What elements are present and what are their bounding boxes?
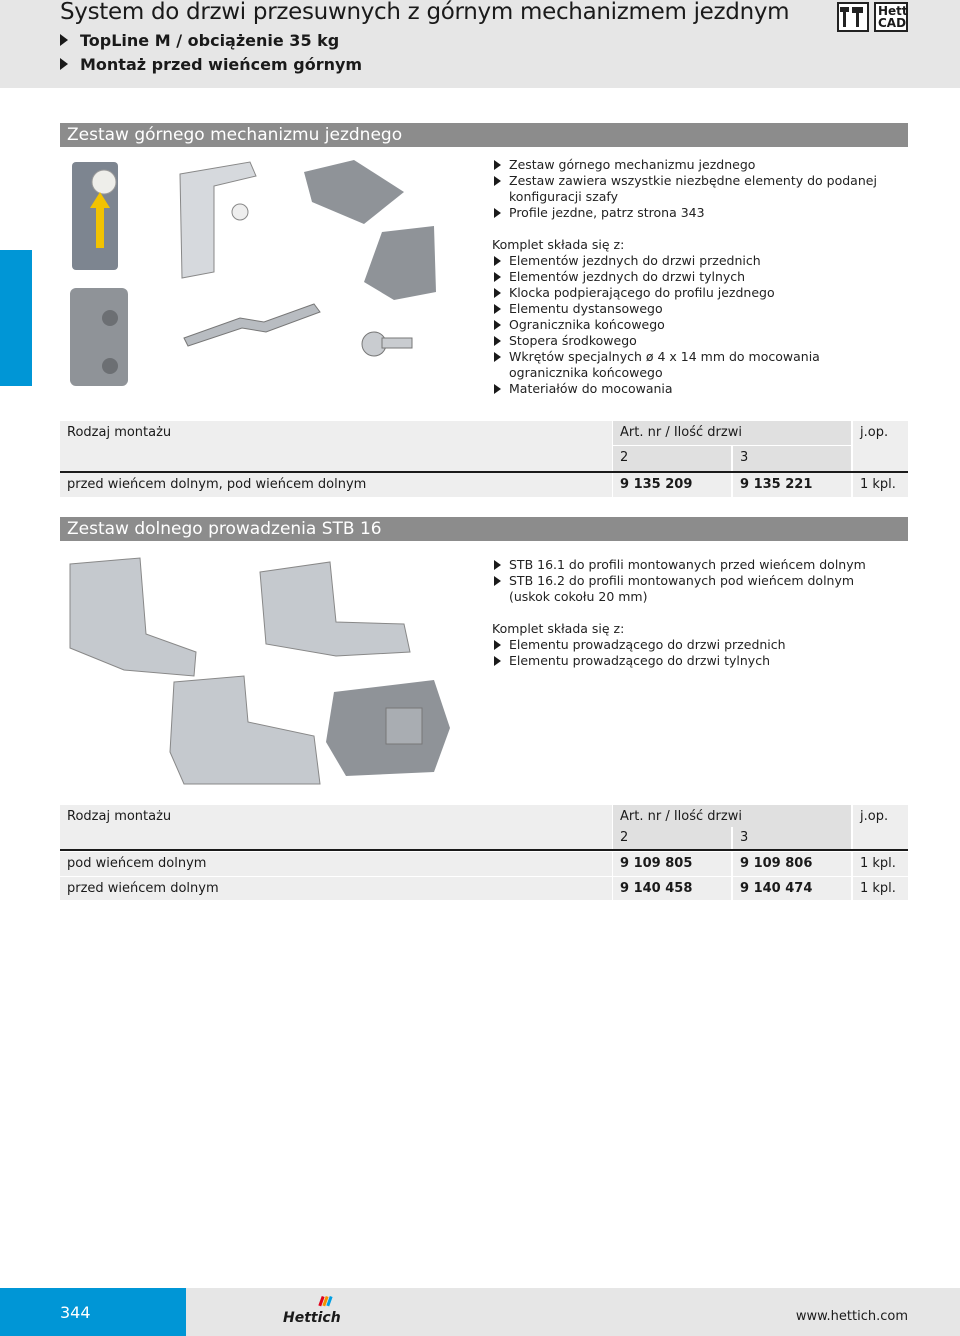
cell-art2: 9 135 209 (613, 473, 731, 497)
bracket-shape (180, 162, 256, 278)
kit-item: Elementu prowadzącego do drzwi tylnych (492, 653, 882, 669)
kit-item: Elementów jezdnych do drzwi tylnych (492, 269, 882, 285)
guide-bracket-front-shape (70, 558, 196, 676)
guide-bracket-alt-shape (170, 676, 320, 784)
col-doors-3: 3 (733, 827, 851, 849)
screw-shaft-shape (382, 338, 412, 348)
end-stop-shape (364, 226, 436, 300)
tools-icon[interactable] (837, 2, 869, 32)
cell-unit: 1 kpl. (853, 852, 908, 876)
col-doors-3: 3 (733, 446, 851, 471)
section-title-lower-guide: Zestaw dolnego prowadzenia STB 16 (60, 517, 908, 541)
spacer-block-shape (70, 288, 128, 386)
lower-guide-description (492, 557, 882, 669)
table-row (60, 473, 908, 497)
kit-item: Klocka podpierającego do profilu jezdnego (492, 285, 882, 301)
spacer-hole-shape (102, 310, 118, 326)
cell-unit: 1 kpl. (853, 473, 908, 497)
svg-text:Hettich: Hettich (283, 1310, 341, 1326)
col-art-label: Art. nr / Ilość drzwi (620, 809, 742, 824)
page-header (0, 0, 960, 88)
lower-guide-product-image (64, 552, 464, 792)
kit-contents-label: Komplet składa się z: (492, 621, 625, 636)
kit-item: Elementu prowadzącego do drzwi przednich (492, 637, 882, 653)
guide-bracket-rear-shape (260, 562, 410, 656)
cell-art3: 9 135 221 (733, 473, 851, 497)
kit-item: Stopera środkowego (492, 333, 882, 349)
bracket-wheel-shape (232, 204, 248, 220)
hettcad-icon[interactable] (874, 2, 908, 32)
bullet-item: Profile jezdne, patrz strona 343 (492, 205, 882, 221)
footer-accent (0, 1288, 186, 1336)
col-unit-header: j.op. (853, 421, 908, 471)
page-number: 344 (60, 1303, 91, 1322)
center-stopper-shape (184, 304, 320, 346)
hettich-logo-icon[interactable] (282, 1294, 341, 1326)
hettcad-line1: Hett (878, 4, 908, 18)
kit-contents-label: Komplet składa się z: (492, 237, 625, 252)
cell-art2: 9 140 458 (613, 876, 731, 900)
website-link[interactable]: www.hettich.com (795, 1309, 908, 1324)
subtitle-product-text: TopLine M / obciążenie 35 kg (80, 31, 340, 50)
hettcad-line2: CAD (878, 16, 907, 30)
spacer-hole-shape (102, 358, 118, 374)
bullet-item: STB 16.1 do profili montowanych przed wieńcem dolnym (492, 557, 882, 573)
guide-grid-shape (386, 708, 422, 744)
upper-kit-table (60, 421, 908, 492)
page-title: System do drzwi przesuwnych z górnym mechanizmem jezdnym (60, 0, 790, 25)
table-row (60, 852, 908, 876)
kit-item: Elementu dystansowego (492, 301, 882, 317)
kit-item: Materiałów do mocowania (492, 381, 882, 397)
sidebar-accent (0, 250, 32, 386)
spacer (492, 221, 882, 237)
roller-wheel-shape (92, 170, 116, 194)
cell-art2: 9 109 805 (613, 852, 731, 876)
bullet-item: Zestaw górnego mechanizmu jezdnego (492, 157, 882, 173)
subtitle-mounting-text: Montaż przed wieńcem górnym (80, 55, 363, 74)
col-art-label: Art. nr / Ilość drzwi (620, 425, 742, 440)
cell-mount: przed wieńcem dolnym, pod wieńcem dolnym (60, 473, 612, 497)
cell-art3: 9 109 806 (733, 852, 851, 876)
cell-mount: przed wieńcem dolnym (60, 876, 612, 900)
subtitle-product (60, 31, 339, 50)
col-mount-header: Rodzaj montażu (60, 421, 612, 471)
col-mount-header: Rodzaj montażu (60, 805, 612, 849)
bullet-item: Zestaw zawiera wszystkie niezbędne elementy do podanej konfiguracji szafy (492, 173, 882, 205)
upper-kit-description (492, 157, 882, 397)
upper-kit-product-image (64, 152, 440, 392)
spacer (492, 605, 882, 621)
col-unit-header: j.op. (853, 805, 908, 849)
kit-item: Wkrętów specjalnych ø 4 x 14 mm do mocowania ogranicznika końcowego (492, 349, 882, 381)
cell-art3: 9 140 474 (733, 876, 851, 900)
bullet-item: STB 16.2 do profili montowanych pod wieńcem dolnym (uskok cokołu 20 mm) (492, 573, 882, 605)
subtitle-mounting (60, 55, 362, 74)
col-doors-2: 2 (613, 827, 731, 849)
table-header (60, 805, 908, 849)
table-rule (60, 849, 908, 851)
table-row (60, 876, 908, 900)
col-art-header (613, 421, 851, 445)
lower-guide-table (60, 805, 908, 896)
cell-unit: 1 kpl. (853, 876, 908, 900)
bullet-triangle-icon (60, 34, 68, 46)
kit-item: Elementów jezdnych do drzwi przednich (492, 253, 882, 269)
table-header (60, 421, 908, 471)
kit-item: Ogranicznika końcowego (492, 317, 882, 333)
bullet-triangle-icon (60, 58, 68, 70)
col-doors-2: 2 (613, 446, 731, 471)
section-title-upper-kit: Zestaw górnego mechanizmu jezdnego (60, 123, 908, 147)
cell-mount: pod wieńcem dolnym (60, 852, 612, 876)
col-art-header (613, 805, 851, 827)
support-block-shape (304, 160, 404, 224)
